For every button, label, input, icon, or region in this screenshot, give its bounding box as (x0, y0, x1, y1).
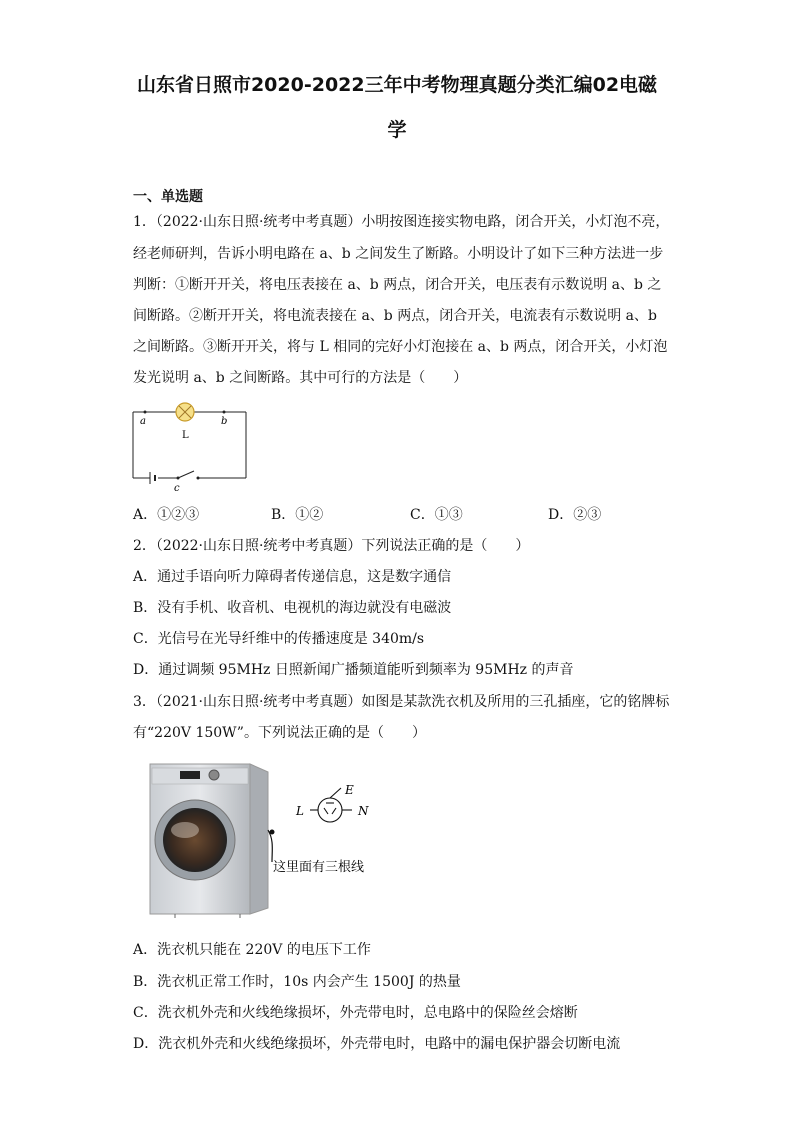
q1-line-6: 发光说明 a、b 之间断路。其中可行的方法是（ ） (133, 370, 468, 386)
switch-c-label: c (174, 483, 180, 494)
q1-line-5: 之间断路。③断开开关，将与 L 相同的完好小灯泡接在 a、b 两点，闭合开关，小灯泡 (133, 339, 668, 355)
bulb-icon (176, 403, 194, 421)
q1-line-1: 1．（2022·山东日照·统考中考真题）小明按图连接实物电路，闭合开关，小灯泡不亮， (133, 214, 670, 230)
page-title: 山东省日照市2020-2022三年中考物理真题分类汇编02电磁 (136, 74, 658, 96)
washing-machine-figure (140, 758, 390, 923)
q3-option-b[interactable]: B．洗衣机正常工作时，10s 内会产生 1500J 的热量 (133, 974, 461, 990)
q2-option-a[interactable]: A．通过手语向听力障碍者传递信息，这是数字通信 (133, 569, 452, 585)
q1-option-a[interactable]: A．①②③ (133, 507, 200, 523)
bulb-L-label: L (182, 430, 189, 441)
section-heading: 一、单选题 (133, 189, 203, 205)
circuit-diagram (128, 400, 253, 495)
battery-icon (150, 472, 155, 484)
page-title-continued: 学 (387, 119, 407, 141)
socket-label-N: N (358, 804, 369, 818)
q1-line-2: 经老师研判，告诉小明电路在 a、b 之间发生了断路。小明设计了如下三种方法进一步 (133, 246, 664, 262)
q2-option-d[interactable]: D．通过调频 95MHz 日照新闻广播频道能听到频率为 95MHz 的声音 (133, 662, 574, 678)
q3-option-c[interactable]: C．洗衣机外壳和火线绝缘损坏，外壳带电时，总电路中的保险丝会熔断 (133, 1005, 578, 1021)
q1-line-3: 判断：①断开开关，将电压表接在 a、b 两点，闭合开关，电压表有示数说明 a、b 之 (133, 277, 662, 293)
socket-label-L: L (296, 804, 304, 818)
q3-option-d[interactable]: D．洗衣机外壳和火线绝缘损坏，外壳带电时，电路中的漏电保护器会切断电流 (133, 1036, 621, 1052)
washing-machine-icon (150, 764, 268, 918)
q2-stem: 2．（2022·山东日照·统考中考真题）下列说法正确的是（ ） (133, 538, 530, 554)
q2-option-c[interactable]: C．光信号在光导纤维中的传播速度是 340m/s (133, 631, 425, 647)
q2-option-b[interactable]: B．没有手机、收音机、电视机的海边就没有电磁波 (133, 600, 452, 616)
socket-label-E: E (345, 783, 354, 797)
point-b-label: b (221, 416, 228, 427)
caption-three-wires: 这里面有三根线 (273, 860, 365, 875)
q1-line-4: 间断路。②断开开关，将电流表接在 a、b 两点，闭合开关，电流表有示数说明 a、b (133, 308, 657, 324)
q3-line-1: 3．（2021·山东日照·统考中考真题）如图是某款洗衣机及所用的三孔插座，它的铭牌标 (133, 694, 670, 710)
q1-option-d[interactable]: D．②③ (548, 507, 602, 523)
q3-line-2: 有“220V 150W”。下列说法正确的是（ ） (133, 725, 426, 741)
q3-option-a[interactable]: A．洗衣机只能在 220V 的电压下工作 (133, 942, 371, 958)
q1-option-c[interactable]: C．①③ (410, 507, 463, 523)
point-a-label: a (140, 416, 146, 427)
q1-option-b[interactable]: B．①② (271, 507, 324, 523)
